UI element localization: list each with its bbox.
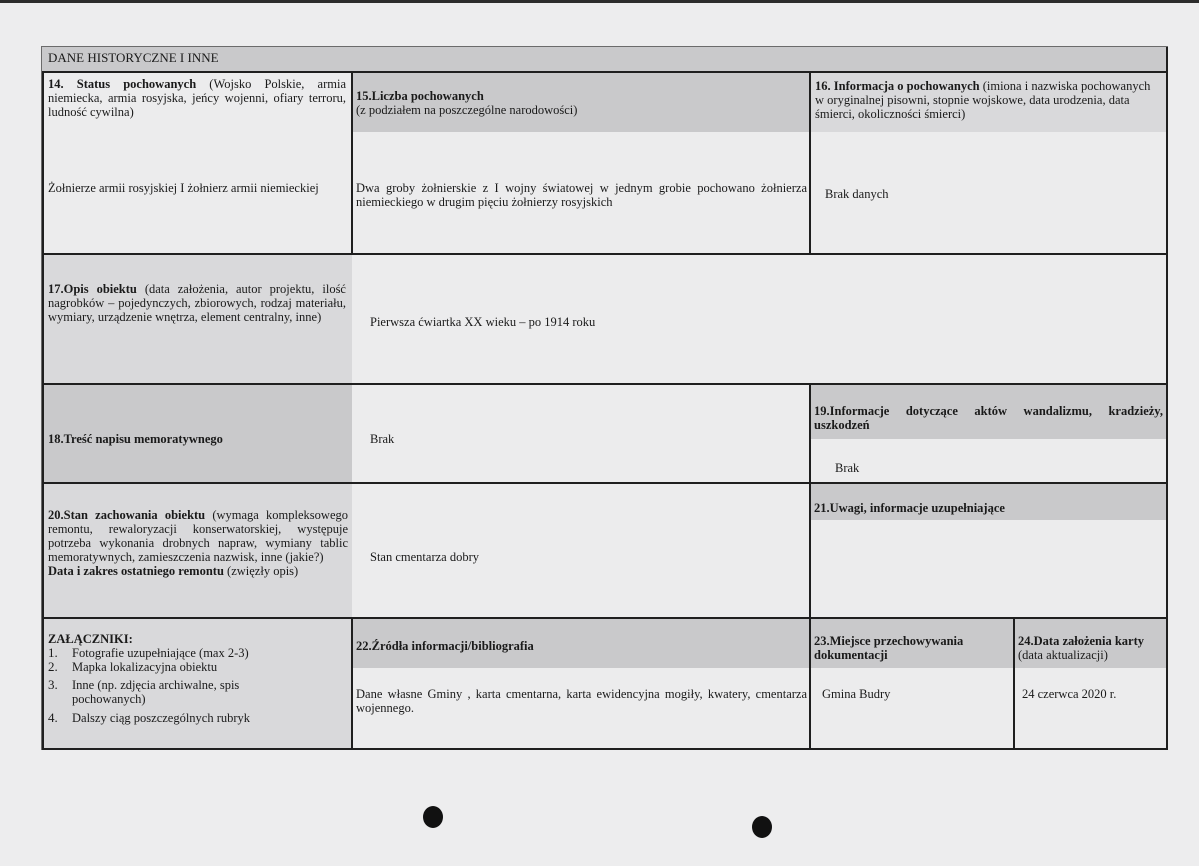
punch-hole [752, 816, 772, 838]
attachment-text: Inne (np. zdjęcia archiwalne, spis pochowanych) [72, 678, 240, 706]
field-17-value-cell [352, 254, 1167, 384]
list-item [48, 660, 346, 674]
section-header: DANE HISTORYCZNE I INNE [42, 47, 1167, 72]
attachments-list [48, 646, 346, 725]
field-23-cell [810, 618, 1014, 748]
field-18-title: 18.Treść napisu memoratywnego [48, 432, 223, 446]
field-16-cell [810, 72, 1167, 254]
attachment-number: 1. [48, 645, 58, 660]
grid-line [351, 72, 353, 255]
grid-line [42, 748, 1168, 750]
grid-line [809, 384, 811, 750]
field-24-value: 24 czerwca 2020 r. [1022, 687, 1117, 701]
field-20-hint: (wymaga kompleksowego remontu, rewaloryzacji konserwatorskiej, występuje potrzeba wykonania drobnych napraw, wymiany tablic memoratywnych, zamieszczenia nazwisk, inne (jakie?) [48, 508, 348, 564]
field-15-label [352, 72, 810, 132]
field-21-cell [810, 483, 1167, 618]
field-17-title: 17.Opis obiektu [48, 282, 137, 296]
field-21-title: 21.Uwagi, informacje uzupełniające [810, 483, 1167, 520]
field-24-label [1014, 618, 1167, 668]
field-22-value: Dane własne Gminy , karta cmentarna, karta ewidencyjna mogiły, kwatery, cmentarza wojennego. [356, 687, 807, 715]
list-item [48, 646, 346, 660]
attachment-number: 4. [48, 710, 58, 725]
attachment-text: Mapka lokalizacyjna obiektu [72, 660, 218, 674]
punch-hole [423, 806, 443, 828]
field-14-cell [42, 72, 352, 254]
grid-line [42, 383, 1168, 385]
field-23-title: 23.Miejsce przechowywania dokumentacji [810, 618, 1014, 668]
list-item [48, 678, 346, 706]
field-17-value: Pierwsza ćwiartka XX wieku – po 1914 roku [370, 315, 596, 329]
field-20-hint-2: (zwięzły opis) [223, 564, 299, 578]
grid-line [42, 253, 1168, 255]
list-item [48, 711, 346, 725]
field-15-cell [352, 72, 810, 254]
field-24-title: 24.Data założenia karty [1018, 634, 1145, 648]
grid-line [351, 618, 353, 750]
grid-line [42, 617, 1168, 619]
attachment-text: Dalszy ciąg poszczególnych rubryk [72, 711, 251, 725]
attachments-block [48, 632, 346, 725]
field-17-label [48, 282, 346, 324]
attachments-cell [42, 618, 352, 748]
field-15-value: Dwa groby żołnierskie z I wojny światowej w jednym grobie pochowano żołnierza niemieckiego w drugim pięciu żołnierzy rosyjskich [356, 181, 807, 209]
attachment-text: Fotografie uzupełniające (max 2-3) [72, 646, 249, 660]
field-19-title: 19.Informacje dotyczące aktów wandalizmu, kradzieży, uszkodzeń [810, 384, 1167, 439]
field-22-cell [352, 618, 810, 748]
grid-line [1166, 46, 1168, 750]
field-24-hint: (data aktualizacji) [1018, 648, 1108, 662]
grid-line [809, 72, 811, 255]
field-14-title: 14. Status pochowanych [48, 77, 197, 91]
grid-line [42, 482, 1168, 484]
field-20-value-cell [352, 483, 810, 618]
attachment-number: 3. [48, 677, 58, 692]
field-14-label [42, 72, 352, 124]
field-16-value: Brak danych [825, 187, 889, 201]
field-17-hint: (data założenia, autor projektu, ilość nagrobków – pojedynczych, zbiorowych, rodzaj materiału, wymiary, urządzenie wnętrza, element centralny, inne) [48, 282, 346, 324]
field-17-label-cell [42, 254, 352, 384]
field-20-label-cell [42, 483, 352, 618]
grid-line [1013, 618, 1015, 750]
field-15-hint: (z podziałem na poszczególne narodowości) [356, 103, 578, 117]
field-16-label [810, 72, 1167, 132]
page-top-edge [0, 0, 1199, 3]
grid-line [42, 72, 44, 750]
field-18-value-cell [352, 384, 810, 483]
field-20-title-2: Data i zakres ostatniego remontu [48, 564, 224, 578]
field-14-value: Żołnierze armii rosyjskiej I żołnierz armii niemieckiej [48, 181, 319, 195]
field-24-cell [1014, 618, 1167, 748]
field-20-value: Stan cmentarza dobry [370, 550, 479, 564]
field-16-title: 16. Informacja o pochowanych [815, 79, 980, 93]
field-18-value: Brak [370, 432, 395, 446]
field-14-hint: (Wojsko Polskie, armia niemiecka, armia rosyjska, jeńcy wojenni, ofiary terroru, ludność cywilna) [48, 77, 347, 119]
field-20-title: 20.Stan zachowania obiektu [48, 508, 206, 522]
field-19-value: Brak [835, 461, 860, 475]
grid-line [42, 71, 1168, 73]
field-23-value: Gmina Budry [822, 687, 891, 701]
field-16-hint: (imiona i nazwiska pochowanych w oryginalnej pisowni, stopnie wojskowe, data urodzenia, data śmierci, okoliczności śmierci) [815, 79, 1151, 121]
field-19-cell [810, 384, 1167, 483]
field-15-title: 15.Liczba pochowanych [356, 89, 484, 103]
grid-line [42, 46, 1168, 47]
field-22-title: 22.Źródła informacji/bibliografia [352, 618, 810, 668]
attachment-number: 2. [48, 659, 58, 674]
field-18-label-cell [42, 384, 352, 483]
field-20-label [48, 508, 348, 578]
attachments-title: ZAŁĄCZNIKI: [48, 632, 133, 646]
